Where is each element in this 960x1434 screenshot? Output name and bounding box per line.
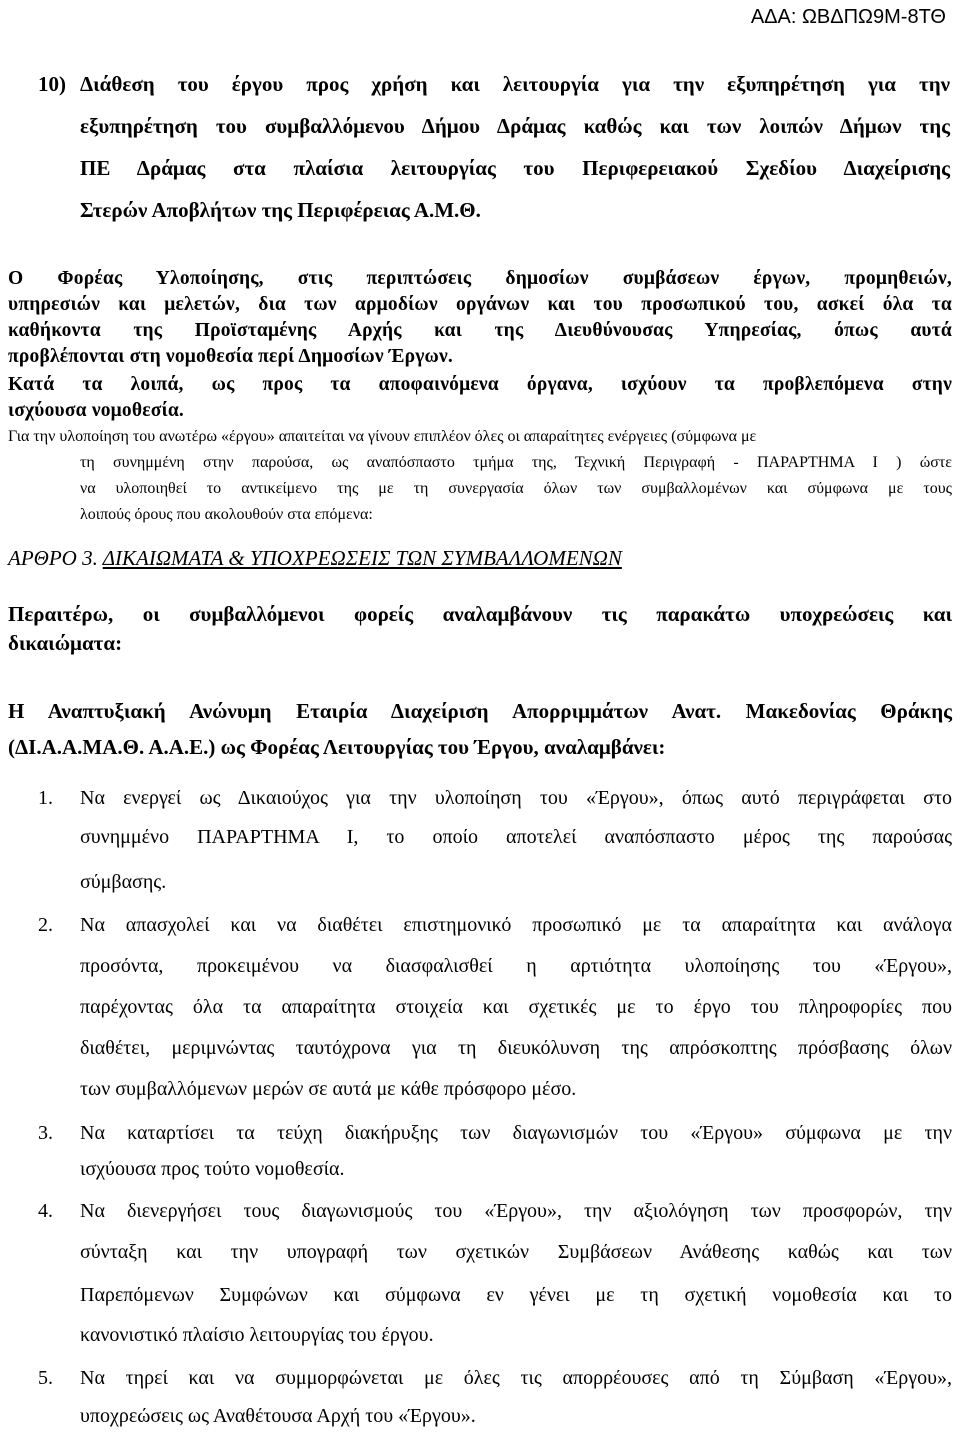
foreas-line-3: καθήκοντα της Προϊσταμένης Αρχής και της Διευθύνουσας Υπηρεσίας, όπως αυτά [8, 320, 952, 341]
company-line-2: (ΔΙ.Α.Α.ΜΑ.Θ. Α.Α.Ε.) ως Φορέας Λειτουργίας του Έργου, αναλαμβάνει: [8, 735, 666, 759]
list-item-number: 4. [38, 1200, 53, 1222]
item-10-number: 10) [38, 72, 66, 96]
list-item-number: 5. [38, 1367, 53, 1389]
list-item-line: διαθέτει, μεριμνώντας ταυτόχρονα για τη διευκόλυνση της απρόσκοπτης πρόσβασης όλων [80, 1037, 952, 1059]
ylopoiisi-line-3: να υλοποιηθεί το αντικείμενο της με τη συνεργασία όλων των συμβαλλομένων και σύμφωνα με τους [80, 480, 952, 497]
list-item-line: Παρεπόμενων Συμφώνων και σύμφωνα εν γένει με τη σχετική νομοθεσία και το [80, 1284, 952, 1306]
list-item-line: των συμβαλλόμενων μερών σε αυτά με κάθε πρόσφορο μέσο. [80, 1078, 577, 1100]
list-item-line: κανονιστικό πλαίσιο λειτουργίας του έργου. [80, 1324, 434, 1346]
list-item-line: Να διενεργήσει τους διαγωνισμούς του «Έργου», την αξιολόγηση των προσφορών, την [80, 1200, 952, 1222]
article-3-heading [8, 546, 622, 571]
list-item-line: Να τηρεί και να συμμορφώνεται με όλες τις απορρέουσες από τη Σύμβαση «Έργου», [80, 1367, 952, 1389]
peraitero-line-1: Περαιτέρω, οι συμβαλλόμενοι φορείς αναλαμβάνουν τις παρακάτω υποχρεώσεις και [8, 602, 952, 626]
kata-line-2: ισχύουσα νομοθεσία. [8, 400, 185, 421]
item-10-line-3: ΠΕ Δράμας στα πλαίσια λειτουργίας του Περιφερειακού Σχεδίου Διαχείρισης [80, 156, 950, 180]
foreas-line-1: Ο Φορέας Υλοποίησης, στις περιπτώσεις δημοσίων συμβάσεων έργων, προμηθειών, [8, 268, 952, 289]
list-item-number: 1. [38, 787, 53, 809]
list-item-line: υποχρεώσεις ως Αναθέτουσα Αρχή του «Έργου». [80, 1405, 476, 1427]
list-item-line: Να ενεργεί ως Δικαιούχος για την υλοποίηση του «Έργου», όπως αυτό περιγράφεται στο [80, 787, 952, 809]
ylopoiisi-line-4: λοιπούς όρους που ακολουθούν στα επόμενα: [80, 506, 373, 523]
item-10-line-2: εξυπηρέτηση του συμβαλλόμενου Δήμου Δράμας καθώς και των λοιπών Δήμων της [80, 114, 950, 138]
item-10-line-4: Στερών Αποβλήτων της Περιφέρειας Α.Μ.Θ. [80, 198, 481, 222]
foreas-line-4: προβλέπονται στη νομοθεσία περί Δημοσίων Έργων. [8, 346, 453, 367]
list-item-number: 3. [38, 1122, 53, 1144]
list-item-line: σύνταξη και την υπογραφή των σχετικών Συμβάσεων Ανάθεσης καθώς και των [80, 1241, 952, 1263]
list-item-line: ισχύουσα προς τούτο νομοθεσία. [80, 1158, 345, 1180]
peraitero-line-2: δικαιώματα: [8, 631, 123, 655]
list-item-line: Να καταρτίσει τα τεύχη διακήρυξης των διαγωνισμών του «Έργου» σύμφωνα με την [80, 1122, 952, 1144]
list-item-number: 2. [38, 914, 53, 936]
foreas-line-2: υπηρεσιών και μελετών, δια των αρμοδίων οργάνων και του προσωπικού του, ασκεί όλα τα [8, 294, 952, 315]
list-item-line: παρέχοντας όλα τα απαραίτητα στοιχεία και σχετικές με το έργο του πληροφορίες που [80, 996, 952, 1018]
list-item-line: προσόντα, προκειμένου να διασφαλισθεί η αρτιότητα υλοποίησης του «Έργου», [80, 955, 952, 977]
company-line-1: Η Αναπτυξιακή Ανώνυμη Εταιρία Διαχείριση Απορριμμάτων Ανατ. Μακεδονίας Θράκης [8, 699, 952, 723]
list-item-line: σύμβασης. [80, 871, 167, 893]
kata-line-1: Κατά τα λοιπά, ως προς τα αποφαινόμενα όργανα, ισχύουν τα προβλεπόμενα στην [8, 374, 952, 395]
list-item-line: Να απασχολεί και να διαθέτει επιστημονικό προσωπικό με τα απαραίτητα και ανάλογα [80, 914, 952, 936]
item-10-line-1: Διάθεση του έργου προς χρήση και λειτουργία για την εξυπηρέτηση για την [80, 72, 950, 96]
ylopoiisi-line-2: τη συνημμένη στην παρούσα, ως αναπόσπαστο τμήμα της, Τεχνική Περιγραφή - ΠΑΡΑΡΤΗΜΑ Ι ) ώστε [80, 454, 952, 471]
list-item-line: συνημμένο ΠΑΡΑΡΤΗΜΑ Ι, το οποίο αποτελεί αναπόσπαστο μέρος της παρούσας [80, 826, 952, 848]
article-3-prefix: ΑΡΘΡΟ 3. [8, 546, 103, 570]
ylopoiisi-first-line: Για την υλοποίηση του ανωτέρω «έργου» απαιτείται να γίνουν επιπλέον όλες οι απαραίτητες ενέργειες (σύμφωνα με [8, 428, 757, 445]
article-3-title: ΔΙΚΑΙΩΜΑΤΑ & ΥΠΟΧΡΕΩΣΕΙΣ ΤΩΝ ΣΥΜΒΑΛΛΟΜΕΝΩΝ [102, 546, 622, 570]
ada-code: ΑΔΑ: ΩΒΔΠΩ9Μ-8ΤΘ [750, 6, 946, 28]
